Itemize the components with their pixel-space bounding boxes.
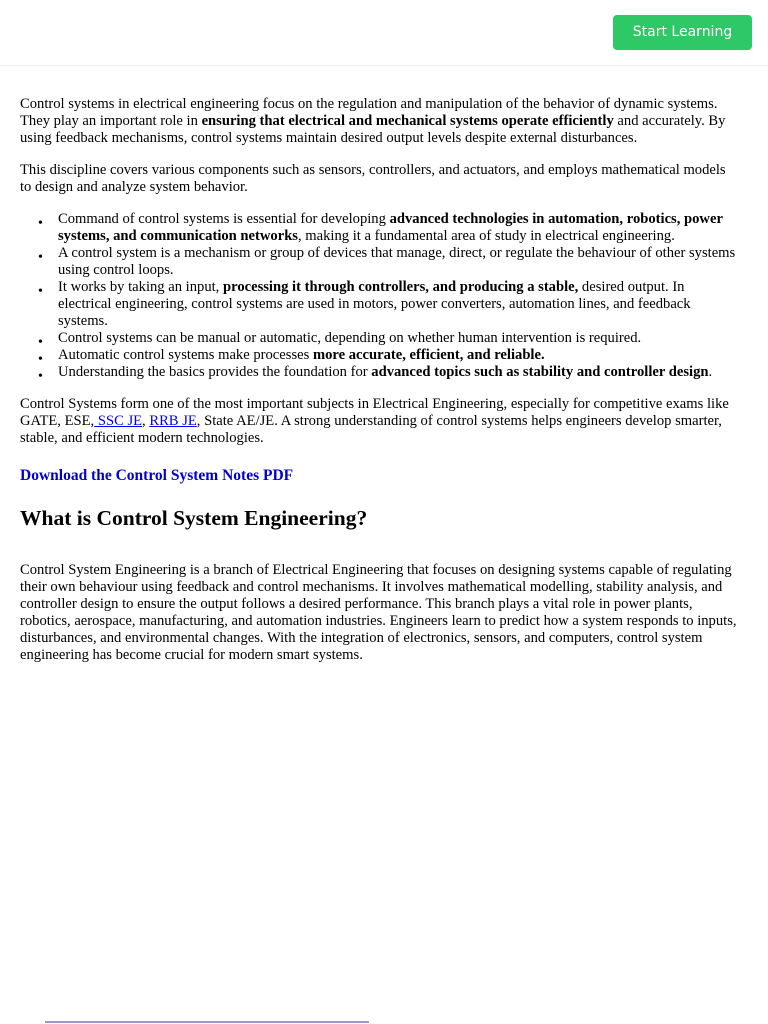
list-item <box>58 347 740 364</box>
exams-text: Control Systems form one of the most important subjects in Electrical Engineering, especially for competitive exams like GATE, ESE, <box>20 396 729 429</box>
list-item-text: . <box>708 364 713 380</box>
bullet-list <box>20 211 740 381</box>
article-content <box>20 96 740 664</box>
intro-paragraph-1 <box>20 96 740 147</box>
exams-paragraph <box>20 396 740 447</box>
list-item <box>58 211 740 245</box>
list-item-text: Understanding the basics provides the foundation for <box>58 364 372 380</box>
list-item-text: Command of control systems is essential for developing <box>58 211 390 227</box>
list-item-text: , making it a fundamental area of study in electrical engineering. <box>298 228 675 244</box>
rrb-je-link[interactable]: RRB JE <box>149 413 197 429</box>
intro-paragraph-2: This discipline covers various components such as sensors, controllers, and actuators, and employs mathematical models to design and analyze system behavior. <box>20 162 726 195</box>
exams-separator: , <box>142 413 150 429</box>
intro-bold-text: ensuring that electrical and mechanical systems operate efficiently <box>201 113 614 129</box>
exams-text-end: , State AE/JE. A strong understanding of control systems helps engineers develop smarter, stable, and efficient modern technologies. <box>20 413 722 446</box>
list-item: • Control systems can be manual or automatic, depending on whether human intervention is required. <box>58 330 740 347</box>
section-paragraph: Control System Engineering is a branch of Electrical Engineering that focuses on designing systems capable of regulating their own behaviour using feedback and control mechanisms. It involves mathematical modelling, stability analysis, and controller design to ensure the output follows a desired performance. This branch plays a vital role in power plants, robotics, aerospace, manufacturing, and automation industries. Engineers learn to predict how a system responds to inputs, disturbances, and environmental changes. With the integration of electronics, sensors, and computers, control system engineering has become crucial for modern smart systems. <box>20 562 737 663</box>
list-item-text: desired output. In electrical engineering, control systems are used in motors, power converters, automation lines, and feedback systems. <box>58 279 691 329</box>
list-item-bold: more accurate, efficient, and reliable. <box>312 347 545 363</box>
intro-text: Control systems in electrical engineering focus on the regulation and manipulation of the behavior of dynamic systems. They play an important role in <box>20 96 718 129</box>
list-item: • A control system is a mechanism or group of devices that manage, direct, or regulate the behaviour of other systems using control loops. <box>58 245 740 279</box>
list-item-text: It works by taking an input, <box>58 279 223 295</box>
bottom-divider <box>45 1021 369 1023</box>
start-learning-button[interactable]: Start Learning <box>613 15 752 50</box>
ssc-je-link[interactable]: SSC JE <box>94 413 143 429</box>
intro-text-end: and accurately. By using feedback mechanisms, control systems maintain desired output levels despite external disturbances. <box>20 113 726 146</box>
list-item-bold: advanced topics such as stability and controller design <box>371 364 709 380</box>
list-item-bold: processing it through controllers, and producing a stable, <box>222 279 579 295</box>
list-item <box>58 279 740 330</box>
section-heading: What is Control System Engineering? <box>20 506 368 530</box>
download-notes-link[interactable]: Download the Control System Notes PDF <box>20 467 294 484</box>
list-item <box>58 364 740 381</box>
top-bar <box>0 0 768 66</box>
list-item-bold: advanced technologies in automation, robotics, power systems, and communication networks <box>58 211 723 244</box>
list-item-text: Automatic control systems make processes <box>58 347 313 363</box>
